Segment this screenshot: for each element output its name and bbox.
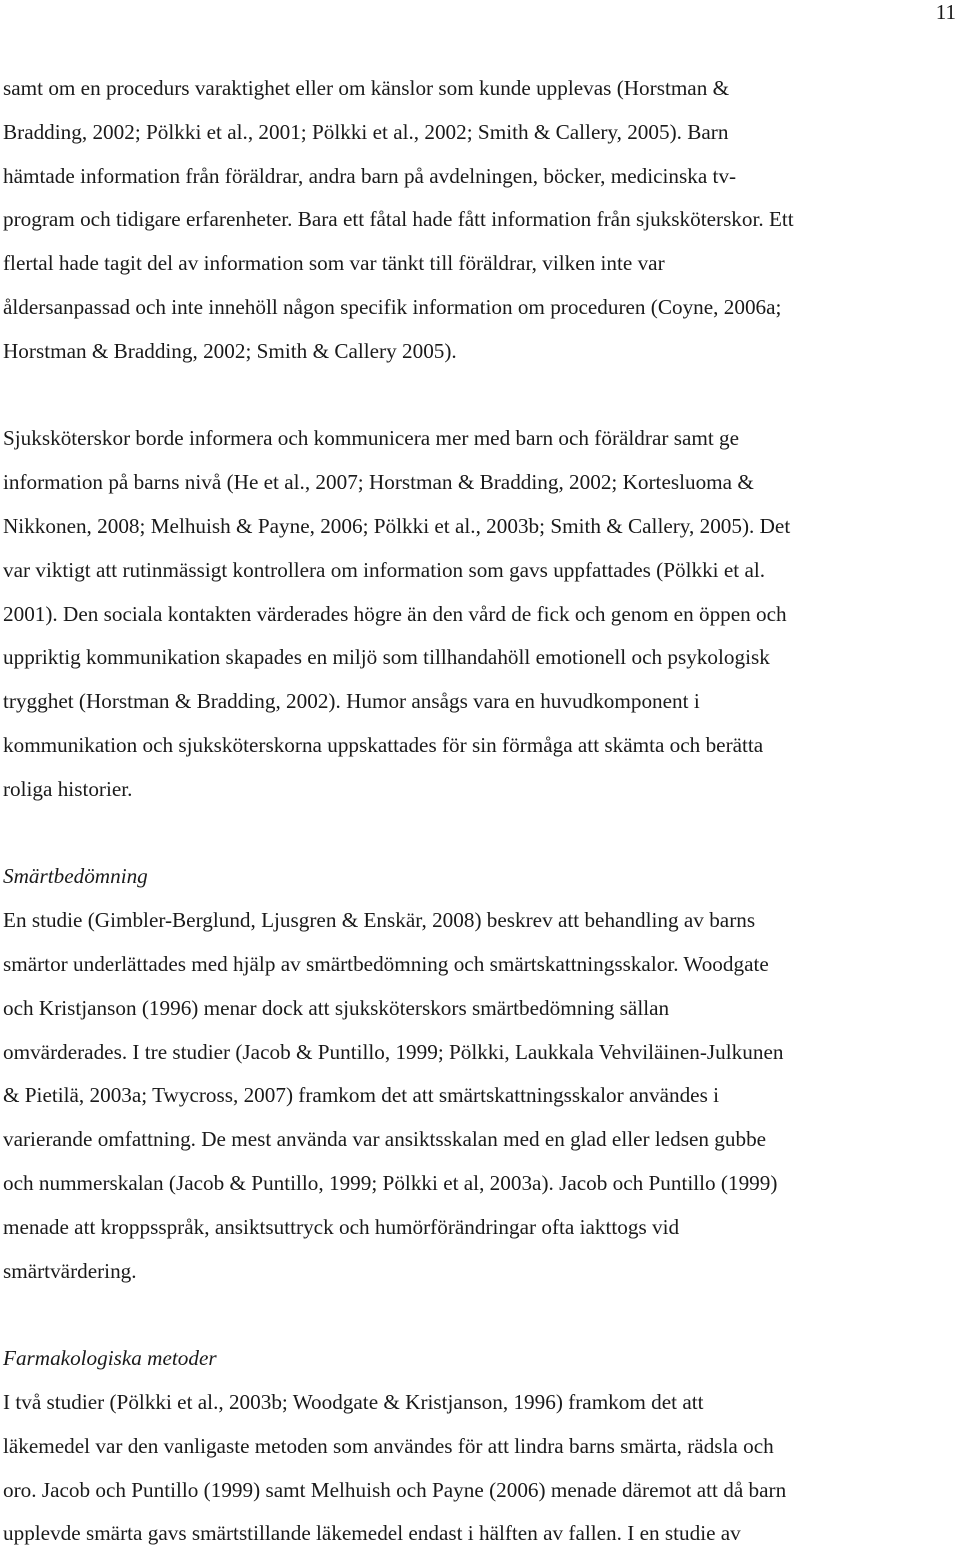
text-line: kommunikation och sjuksköterskorna uppskattades för sin förmåga att skämta och berätta xyxy=(3,732,764,757)
text-line: oro. Jacob och Puntillo (1999) samt Melhuish och Payne (2006) menade däremot att då barn xyxy=(3,1477,787,1502)
text-line: En studie (Gimbler-Berglund, Ljusgren & Enskär, 2008) beskrev att behandling av barns xyxy=(3,908,756,933)
section-smartbedomning xyxy=(3,855,955,1293)
text-line: och Kristjanson (1996) menar dock att sjuksköterskors smärtbedömning sällan xyxy=(3,995,670,1020)
text-line: & Pietilä, 2003a; Twycross, 2007) framkom det att smärtskattningsskalor användes i xyxy=(3,1083,720,1108)
section-heading: Smärtbedömning xyxy=(3,864,148,889)
text-line: läkemedel var den vanligaste metoden som användes för att lindra barns smärta, rädsla och xyxy=(3,1433,774,1458)
text-line: flertal hade tagit del av information som var tänkt till föräldrar, vilken inte var xyxy=(3,251,665,276)
document-body xyxy=(3,67,955,1556)
text-line: trygghet (Horstman & Bradding, 2002). Humor ansågs vara en huvudkomponent i xyxy=(3,689,700,714)
text-line: smärtvärdering. xyxy=(3,1258,137,1283)
page-number: 11 xyxy=(935,0,956,24)
paragraph-gap xyxy=(3,1293,955,1337)
text-line: 2001). Den sociala kontakten värderades högre än den vård de fick och genom en öppen och xyxy=(3,601,787,626)
text-line: omvärderades. I tre studier (Jacob & Puntillo, 1999; Pölkki, Laukkala Vehviläinen-Julkunen xyxy=(3,1039,784,1064)
text-line: menade att kroppsspråk, ansiktsuttryck och humörförändringar ofta iakttogs vid xyxy=(3,1214,680,1239)
text-line: uppriktig kommunikation skapades en miljö som tillhandahöll emotionell och psykologisk xyxy=(3,645,770,670)
section-heading: Farmakologiska metoder xyxy=(3,1346,217,1371)
text-line: samt om en procedurs varaktighet eller om känslor som kunde upplevas (Horstman & xyxy=(3,76,730,100)
text-line: Bradding, 2002; Pölkki et al., 2001; Pölkki et al., 2002; Smith & Callery, 2005). Barn xyxy=(3,119,729,144)
text-line: roliga historier. xyxy=(3,776,133,801)
text-line: upplevde smärta gavs smärtstillande läkemedel endast i hälften av fallen. I en studie av xyxy=(3,1521,741,1546)
text-line: program och tidigare erfarenheter. Bara ett fåtal hade fått information från sjuksköterskor. Ett xyxy=(3,207,794,232)
text-line: I två studier (Pölkki et al., 2003b; Woodgate & Kristjanson, 1996) framkom det att xyxy=(3,1389,704,1414)
paragraph-gap xyxy=(3,812,955,856)
text-line: åldersanpassad och inte innehöll någon specifik information om proceduren (Coyne, 2006a; xyxy=(3,294,782,319)
text-line: hämtade information från föräldrar, andra barn på avdelningen, böcker, medicinska tv- xyxy=(3,163,737,188)
text-line: Nikkonen, 2008; Melhuish & Payne, 2006; Pölkki et al., 2003b; Smith & Callery, 2005). Det xyxy=(3,513,791,538)
text-line: Sjuksköterskor borde informera och kommunicera mer med barn och föräldrar samt ge xyxy=(3,426,740,451)
paragraph xyxy=(3,67,955,374)
paragraph xyxy=(3,417,955,811)
text-line: var viktigt att rutinmässigt kontrollera om information som gavs uppfattades (Pölkki et al. xyxy=(3,557,766,582)
text-line: smärtor underlättades med hjälp av smärtbedömning och smärtskattningsskalor. Woodgate xyxy=(3,951,769,976)
section-farmakologiska-metoder xyxy=(3,1337,955,1556)
text-line: varierande omfattning. De mest använda var ansiktsskalan med en glad eller ledsen gubbe xyxy=(3,1127,767,1152)
paragraph-gap xyxy=(3,374,955,418)
text-line: information på barns nivå (He et al., 2007; Horstman & Bradding, 2002; Kortesluoma & xyxy=(3,470,754,495)
text-line: och nummerskalan (Jacob & Puntillo, 1999; Pölkki et al, 2003a). Jacob och Puntillo (1999) xyxy=(3,1170,778,1195)
text-line: Horstman & Bradding, 2002; Smith & Callery 2005). xyxy=(3,338,457,363)
